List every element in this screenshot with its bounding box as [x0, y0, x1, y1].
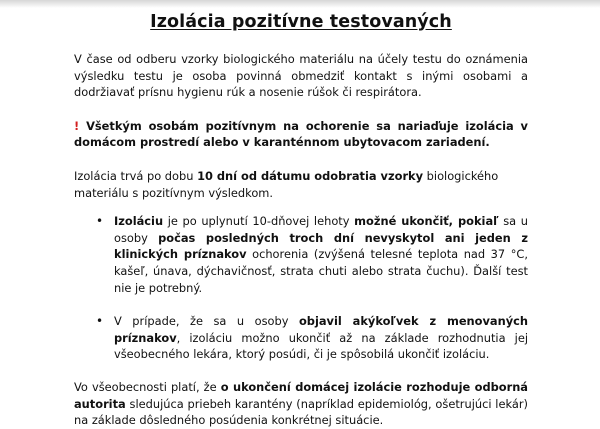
exclamation-mark: ! — [74, 118, 80, 133]
conclusion-post: sledujúca priebeh karantény (napríklad epidemiológ, ošetrujúci lekár) na základe dôsledného posúdenia konkrétnej situácie. — [74, 396, 528, 428]
bullet1-text-3: ochorenia (zvýšená telesné teplota nad 37 °C, kašeľ, únava, dýchavičnosť, strata chuti alebo strata čuchu). Ďalší test nie je potrebný. — [114, 247, 528, 295]
bullet2-bold-1: objavil akýkoľvek z menovaných príznakov — [114, 314, 528, 345]
bullet2-text-2: , izoláciu možno ukončiť až na základe rozhodnutia jej všeobecného lekára, ktorý posúdi, či je spôsobilá ukončiť izoláciu. — [114, 330, 528, 362]
conclusion-pre: Vo všeobecnosti platí, že — [74, 379, 221, 394]
bullet1-text-1: je po uplynutí 10-dňovej lehoty — [163, 214, 355, 229]
list-item-end-after-10-days — [96, 213, 528, 296]
conditions-list — [74, 213, 528, 363]
document-title: Izolácia pozitívne testovaných — [150, 12, 452, 32]
bullet1-bold-3: počas posledných troch dní nevyskytol ani jeden z klinických príznakov — [114, 230, 528, 262]
list-item-symptoms-appeared — [96, 313, 528, 363]
warning-text: Všetkým osobám pozitívnym na ochorenie sa nariaďuje izolácia v domácom prostredí alebo v karanténnom ubytovacom zariadení. — [74, 118, 528, 150]
bullet-icon: • — [96, 214, 104, 229]
bullet2-text-1: V prípade, že sa u osoby — [114, 314, 299, 329]
bullet1-text-2: sa u osoby — [114, 214, 528, 245]
conclusion-paragraph — [74, 379, 528, 429]
top-shadow-strip — [0, 0, 600, 8]
bullet1-bold-2: možné ukončiť, pokiaľ — [354, 214, 499, 229]
bullet1-bold-1: Izoláciu — [114, 214, 164, 229]
bullet-icon: • — [96, 314, 104, 329]
intro-paragraph: V čase od odberu vzorky biologického materiálu na účely testu do oznámenia výsledku testu je osoba povinná obmedziť kontakt s inými osobami a dodržiavať prísnu hygienu rúk a nosenie rúšok či respirátora. — [74, 52, 528, 100]
duration-paragraph — [74, 168, 528, 201]
conclusion-bold: o ukončení domácej izolácie rozhoduje odborná autorita — [74, 379, 528, 411]
duration-bold: 10 dní od dátumu odobratia vzorky — [197, 168, 424, 183]
duration-pre: Izolácia trvá po dobu — [74, 168, 198, 183]
warning-paragraph — [74, 118, 528, 151]
duration-post: biologického materiálu s pozitívnym výsledkom. — [74, 168, 499, 200]
